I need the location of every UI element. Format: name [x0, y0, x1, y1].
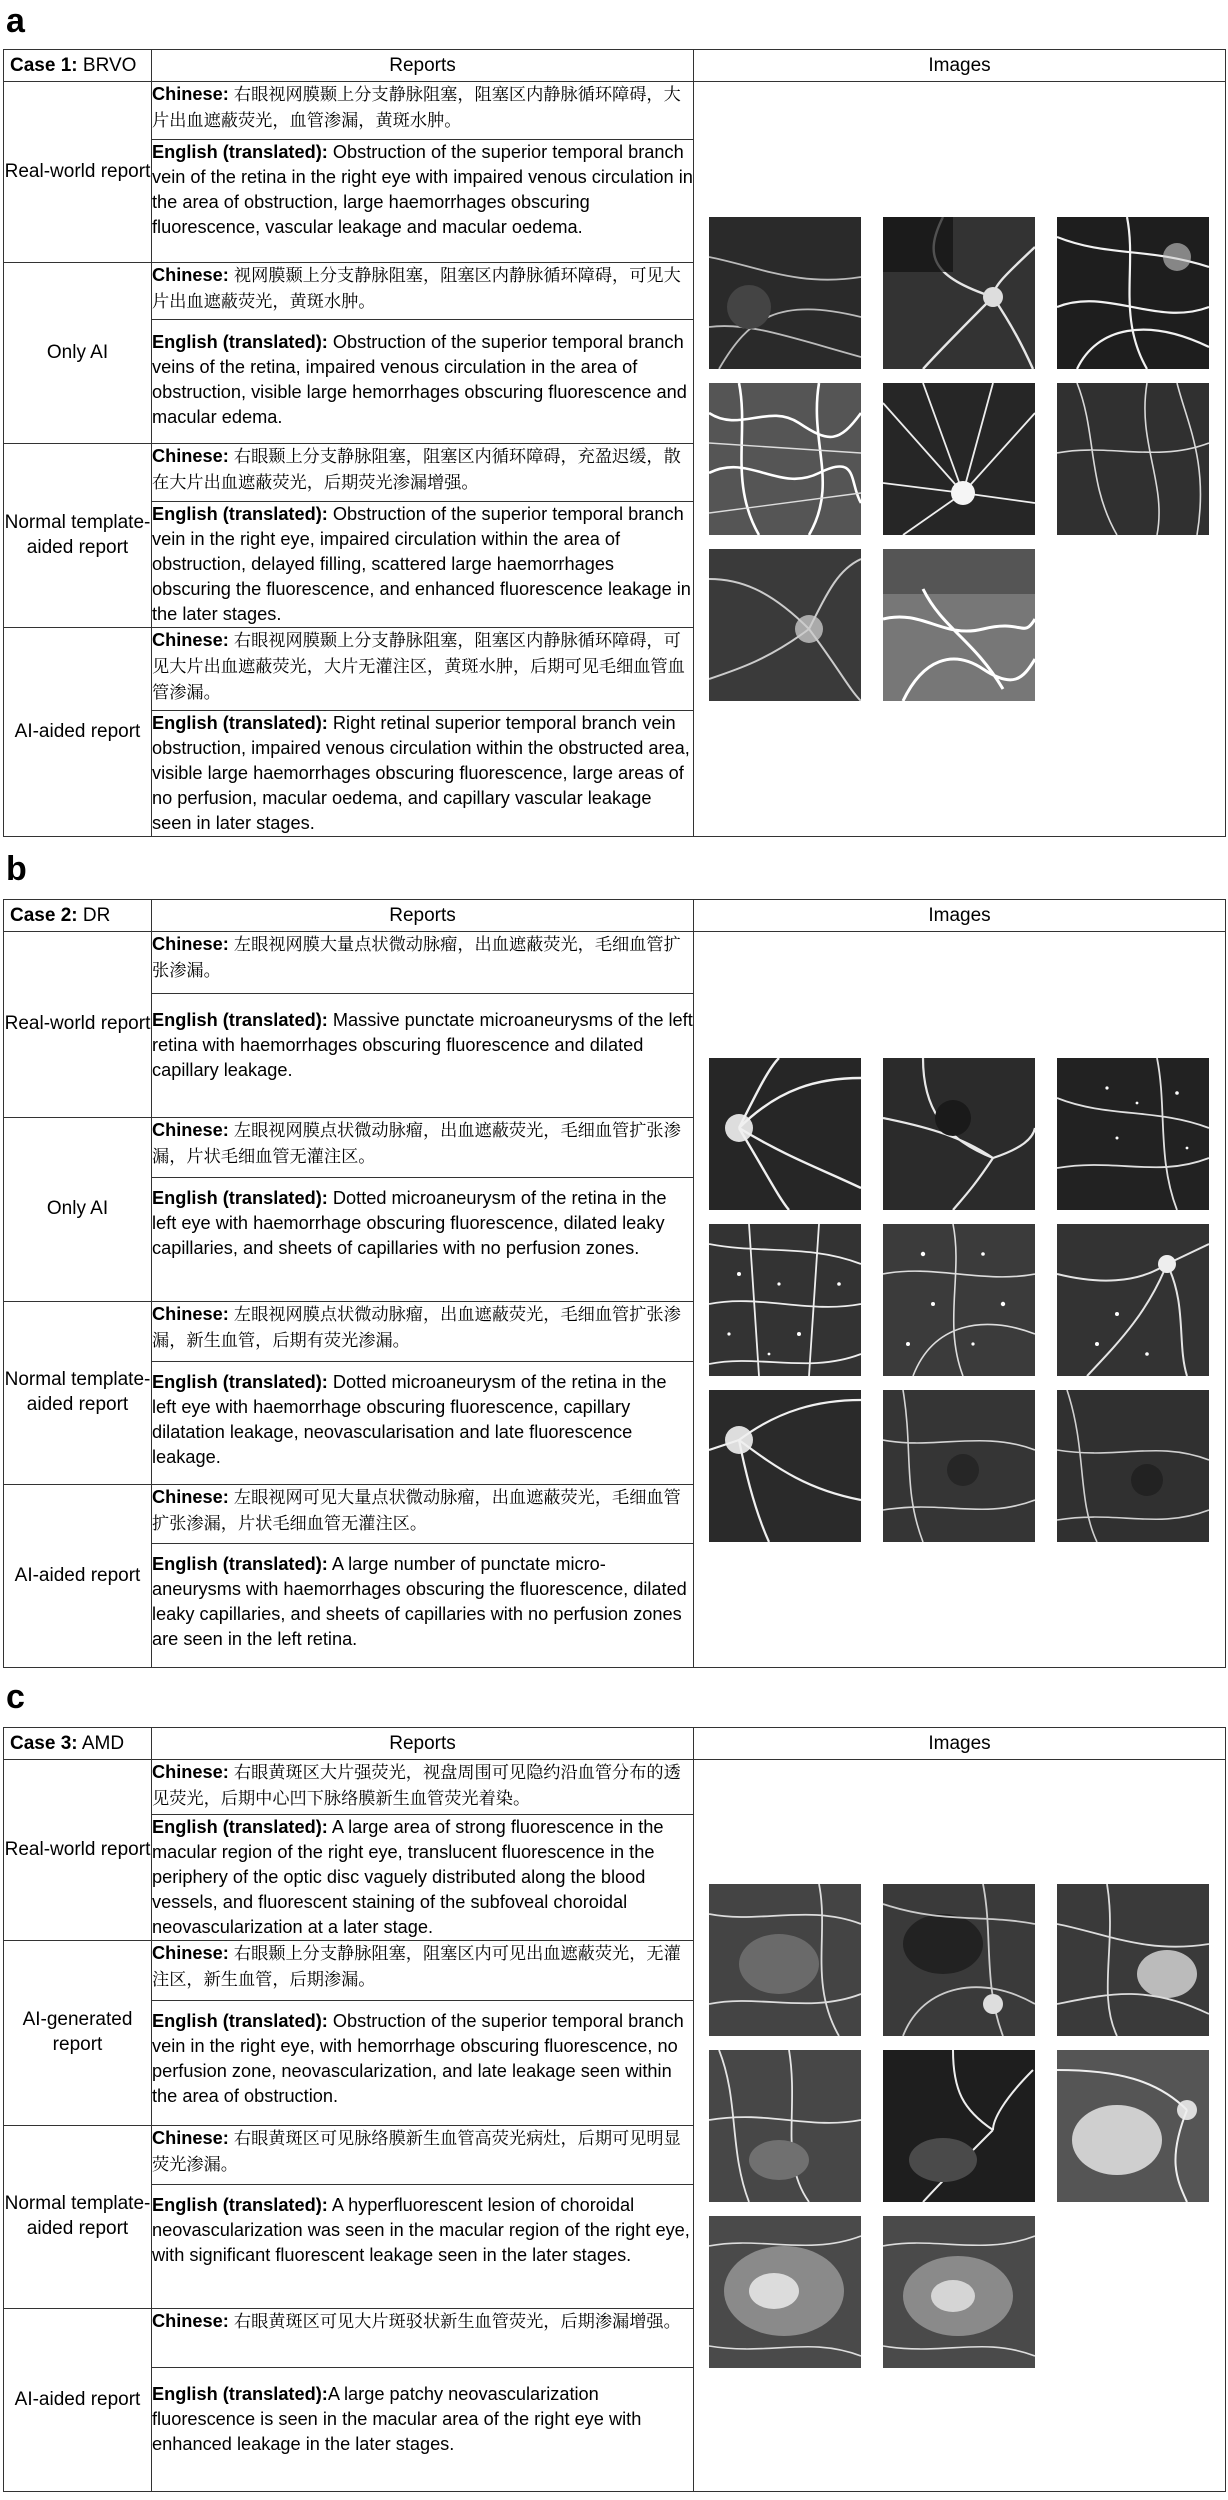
- chinese-label: Chinese:: [152, 2128, 229, 2148]
- case-label: Case 1:: [10, 54, 78, 76]
- row-label: Real-world report: [4, 82, 152, 263]
- chinese-label: Chinese:: [152, 1943, 229, 1963]
- angiogram-image: [709, 1058, 861, 1210]
- english-report: [152, 140, 694, 263]
- chinese-report: [152, 1760, 694, 1815]
- row-label: AI-aided report: [4, 2309, 152, 2492]
- row-label: Normal template-aided report: [4, 1302, 152, 1485]
- angiogram-image: [709, 1224, 861, 1376]
- english-text: Dotted microaneurysm of the retina in the left eye with haemorrhage obscuring fluorescence, dilated leaky capillaries, and sheets of capillaries with no perfusion zones.: [152, 1188, 667, 1258]
- row-label: Only AI: [4, 1118, 152, 1302]
- panel-letter-c: c: [6, 1678, 25, 1716]
- case-label: Case 3:: [10, 1732, 78, 1754]
- angiogram-image: [709, 1884, 861, 2036]
- angiogram-image: [709, 1390, 861, 1542]
- english-text: A hyperfluorescent lesion of choroidal neovascularization was seen in the macular region of the right eye, with significant fluorescent leakage seen in the later stages.: [152, 2195, 690, 2265]
- english-label: English (translated):: [152, 1010, 328, 1030]
- angiogram-image: [709, 383, 861, 535]
- english-report: [152, 320, 694, 444]
- images-cell: [694, 82, 1226, 837]
- angiogram-image: [1057, 1058, 1209, 1210]
- chinese-text: 右眼视网膜颞上分支静脉阻塞，阻塞区内静脉循环障碍，可见大片出血遮蔽荧光，大片无灌注区，黄斑水肿，后期可见毛细血管血管渗漏。: [152, 631, 685, 703]
- images-header: Images: [694, 1728, 1226, 1760]
- english-text: Dotted microaneurysm of the retina in the left eye with haemorrhage obscuring fluorescence, capillary dilatation leakage, neovascularisation and late fluorescence leakage.: [152, 1372, 667, 1467]
- english-report: [152, 994, 694, 1118]
- angiogram-image: [1057, 217, 1209, 369]
- english-label: English (translated):: [152, 2195, 328, 2215]
- row-label: AI-generated report: [4, 1941, 152, 2126]
- angiogram-image: [883, 2216, 1035, 2368]
- english-report: [152, 1362, 694, 1485]
- angiogram-image: [709, 2216, 861, 2368]
- chinese-text: 左眼视网膜大量点状微动脉瘤，出血遮蔽荧光，毛细血管扩张渗漏。: [152, 935, 681, 981]
- chinese-label: Chinese:: [152, 1487, 229, 1507]
- chinese-label: Chinese:: [152, 1304, 229, 1324]
- chinese-text: 右眼颞上分支静脉阻塞，阻塞区内可见出血遮蔽荧光，无灌注区，新生血管，后期渗漏。: [152, 1944, 681, 1990]
- angiogram-grid: [709, 217, 1225, 701]
- chinese-text: 左眼视网膜点状微动脉瘤，出血遮蔽荧光，毛细血管扩张渗漏，片状毛细血管无灌注区。: [152, 1121, 681, 1167]
- row-label: Normal template-aided report: [4, 444, 152, 628]
- angiogram-image: [883, 2050, 1035, 2202]
- images-cell: [694, 932, 1226, 1668]
- english-text: Obstruction of the superior temporal branch vein of the retina in the right eye with impaired venous circulation in the area of obstruction, large haemorrhages obscuring fluorescence, vascular leakage and macular oedema.: [152, 142, 693, 237]
- english-label: English (translated):: [152, 1372, 328, 1392]
- chinese-report: [152, 628, 694, 711]
- case-type: BRVO: [82, 54, 137, 76]
- chinese-label: Chinese:: [152, 934, 229, 954]
- reports-header: Reports: [152, 1728, 694, 1760]
- chinese-label: Chinese:: [152, 446, 229, 466]
- chinese-label: Chinese:: [152, 2311, 229, 2331]
- angiogram-image: [709, 217, 861, 369]
- english-text: Massive punctate microaneurysms of the left retina with haemorrhages obscuring fluorescence and dilated capillary leakage.: [152, 1010, 693, 1080]
- chinese-text: 右眼视网膜颞上分支静脉阻塞，阻塞区内静脉循环障碍，大片出血遮蔽荧光，血管渗漏，黄斑水肿。: [152, 85, 681, 131]
- reports-header: Reports: [152, 50, 694, 82]
- row-label: Normal template-aided report: [4, 2126, 152, 2309]
- english-report: [152, 2001, 694, 2126]
- english-text: Right retinal superior temporal branch vein obstruction, impaired venous circulation within the obstructed area, visible large haemorrhages obscuring fluorescence, large areas of no perfusion, macular oedema, and capillary vascular leakage seen in later stages.: [152, 713, 690, 833]
- angiogram-image: [1057, 1390, 1209, 1542]
- angiogram-image: [883, 1224, 1035, 1376]
- chinese-report: [152, 444, 694, 502]
- case-type: DR: [82, 904, 111, 926]
- english-report: [152, 711, 694, 837]
- row-label: AI-aided report: [4, 628, 152, 837]
- angiogram-image: [1057, 1884, 1209, 2036]
- english-label: English (translated):: [152, 1817, 328, 1837]
- case-3-table: [3, 1727, 1226, 2492]
- reports-header: Reports: [152, 900, 694, 932]
- chinese-label: Chinese:: [152, 84, 229, 104]
- chinese-text: 左眼视网膜点状微动脉瘤，出血遮蔽荧光，毛细血管扩张渗漏，新生血管，后期有荧光渗漏。: [152, 1305, 681, 1351]
- angiogram-image: [883, 1058, 1035, 1210]
- english-report: [152, 1815, 694, 1941]
- panel-letter-a: a: [6, 2, 25, 40]
- english-label: English (translated):: [152, 2384, 328, 2404]
- row-label: Real-world report: [4, 1760, 152, 1941]
- angiogram-image: [883, 217, 1035, 369]
- english-text: Obstruction of the superior temporal branch veins of the retina, impaired venous circulation in the area of obstruction, visible large hemorrhages obscuring fluorescence and macular edema.: [152, 332, 687, 427]
- chinese-text: 左眼视网可见大量点状微动脉瘤，出血遮蔽荧光，毛细血管扩张渗漏，片状毛细血管无灌注区。: [152, 1488, 681, 1534]
- images-header: Images: [694, 900, 1226, 932]
- row-label: Only AI: [4, 263, 152, 444]
- english-report: [152, 1544, 694, 1668]
- english-label: English (translated):: [152, 713, 328, 733]
- angiogram-grid: [709, 1884, 1225, 2368]
- angiogram-image: [1057, 2050, 1209, 2202]
- images-cell: [694, 1760, 1226, 2492]
- chinese-label: Chinese:: [152, 265, 229, 285]
- chinese-label: Chinese:: [152, 630, 229, 650]
- chinese-text: 右眼黄斑区可见大片斑驳状新生血管荧光，后期渗漏增强。: [233, 2312, 681, 2332]
- chinese-report: [152, 82, 694, 140]
- case-header: [4, 1728, 152, 1760]
- english-report: [152, 2185, 694, 2309]
- chinese-text: 右眼颞上分支静脉阻塞，阻塞区内循环障碍，充盈迟缓，散在大片出血遮蔽荧光，后期荧光渗漏增强。: [152, 447, 681, 493]
- chinese-text: 右眼黄斑区大片强荧光，视盘周围可见隐约沿血管分布的透见荧光，后期中心凹下脉络膜新生血管荧光着染。: [152, 1763, 681, 1809]
- chinese-report: [152, 1485, 694, 1544]
- case-type: AMD: [81, 1732, 125, 1754]
- english-label: English (translated):: [152, 142, 328, 162]
- chinese-text: 视网膜颞上分支静脉阻塞，阻塞区内静脉循环障碍，可见大片出血遮蔽荧光，黄斑水肿。: [152, 266, 681, 312]
- english-text: A large number of punctate micro-aneurysms with haemorrhages obscuring the fluorescence, dilated leaky capillaries, and sheets of capillaries with no perfusion zones are seen in the left retina.: [152, 1554, 687, 1649]
- english-text: Obstruction of the superior temporal branch vein in the right eye, with hemorrhage obscuring fluorescence, no perfusion zone, neovascularization, and late leakage seen within the area of obstruction.: [152, 2011, 684, 2106]
- english-text: Obstruction of the superior temporal branch vein in the right eye, impaired circulation within the area of obstruction, delayed filling, scattered large haemorrhages obscuring the fluorescence, and enhanced fluorescence leakage in the later stages.: [152, 504, 691, 624]
- angiogram-image: [883, 383, 1035, 535]
- angiogram-grid: [709, 1058, 1225, 1542]
- chinese-report: [152, 263, 694, 320]
- english-label: English (translated):: [152, 1554, 328, 1574]
- english-label: English (translated):: [152, 2011, 328, 2031]
- chinese-report: [152, 1302, 694, 1362]
- chinese-label: Chinese:: [152, 1120, 229, 1140]
- angiogram-image: [883, 1390, 1035, 1542]
- chinese-report: [152, 1118, 694, 1178]
- chinese-report: [152, 932, 694, 994]
- angiogram-image: [883, 1884, 1035, 2036]
- english-text: A large patchy neovascularization fluorescence is seen in the macular area of the right eye with enhanced leakage in the later stages.: [152, 2384, 642, 2454]
- angiogram-image: [1057, 1224, 1209, 1376]
- chinese-text: 右眼黄斑区可见脉络膜新生血管高荧光病灶，后期可见明显荧光渗漏。: [152, 2129, 681, 2175]
- english-report: [152, 2368, 694, 2492]
- english-text: A large area of strong fluorescence in the macular region of the right eye, translucent fluorescence in the periphery of the optic disc vaguely distributed along the blood vessels, and fluorescent staining of the subfoveal choroidal neovascularization at a later stage.: [152, 1817, 664, 1937]
- case-2-table: [3, 899, 1226, 1668]
- english-label: English (translated):: [152, 332, 328, 352]
- row-label: AI-aided report: [4, 1485, 152, 1668]
- angiogram-image: [883, 549, 1035, 701]
- chinese-report: [152, 2309, 694, 2368]
- english-label: English (translated):: [152, 504, 328, 524]
- case-1-table: [3, 49, 1226, 837]
- chinese-report: [152, 2126, 694, 2185]
- angiogram-image: [1057, 383, 1209, 535]
- chinese-report: [152, 1941, 694, 2001]
- case-label: Case 2:: [10, 904, 78, 926]
- angiogram-image: [709, 2050, 861, 2202]
- images-header: Images: [694, 50, 1226, 82]
- english-report: [152, 502, 694, 628]
- chinese-label: Chinese:: [152, 1762, 229, 1782]
- angiogram-image: [709, 549, 861, 701]
- case-header: [4, 900, 152, 932]
- english-report: [152, 1178, 694, 1302]
- case-header: [4, 50, 152, 82]
- row-label: Real-world report: [4, 932, 152, 1118]
- english-label: English (translated):: [152, 1188, 328, 1208]
- panel-letter-b: b: [6, 850, 27, 888]
